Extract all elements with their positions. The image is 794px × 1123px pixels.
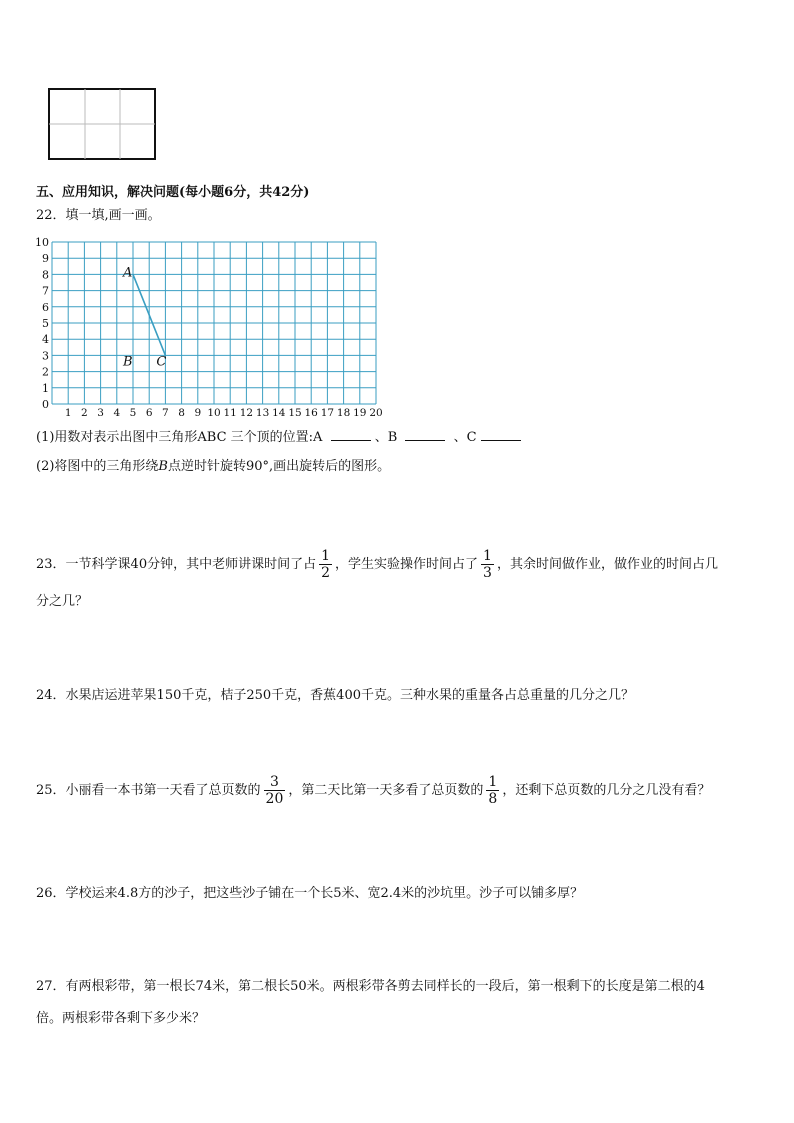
x-tick-label: 16 <box>304 407 318 419</box>
question-22-part2 <box>36 457 390 477</box>
question-27-line1: 27．有两根彩带，第一根长74米，第二根长50米。两根彩带各剪去同样长的一段后，第一根剩下的长度是第二根的4 <box>36 979 705 994</box>
question-22-label: 22．填一填,画一画。 <box>36 208 161 223</box>
small-grid-figure <box>48 88 156 160</box>
q23-fraction-2: $\frac{1}{3}$ <box>483 548 492 581</box>
part2-var: B <box>158 459 168 474</box>
q23-fraction-1: $\frac{1}{2}$ <box>321 548 331 581</box>
x-tick-label: 2 <box>81 407 88 419</box>
vertex-label-b: B <box>123 354 133 370</box>
x-tick-label: 19 <box>353 407 367 419</box>
answer-blank-c[interactable] <box>481 426 521 441</box>
part1-sep-b: 、B <box>374 430 398 445</box>
part1-sep-c: 、C <box>453 430 477 445</box>
q23-text-c: ，其余时间做作业，做作业的时间占几 <box>496 557 718 572</box>
y-tick-label: 9 <box>42 252 49 266</box>
question-23-line2: 分之几？ <box>36 594 89 609</box>
answer-blank-a[interactable] <box>331 426 371 441</box>
q23-text-a: 23．一节科学课40分钟，其中老师讲课时间了占 <box>36 557 317 572</box>
part1-text: (1)用数对表示出图中三角形ABC 三个顶的位置:A <box>36 430 323 445</box>
y-tick-label: 1 <box>42 381 49 395</box>
part2-pre: (2)将图中的三角形绕 <box>36 459 159 474</box>
y-tick-label: 0 <box>42 398 49 411</box>
y-tick-label: 8 <box>42 268 49 282</box>
coordinate-grid <box>30 234 383 419</box>
y-tick-label: 3 <box>42 349 49 363</box>
vertex-label-c: C <box>156 354 167 370</box>
question-24: 24．水果店运进苹果150千克，桔子250千克，香蕉400千克。三种水果的重量各占总重量的几分之几？ <box>36 688 634 703</box>
x-tick-label: 8 <box>178 407 185 419</box>
x-tick-label: 6 <box>145 407 153 419</box>
q25-text-b: ，第二天比第一天多看了总页数的 <box>288 783 484 798</box>
x-tick-label: 18 <box>336 407 351 419</box>
q25-text-a: 25．小丽看一本书第一天看了总页数的 <box>36 783 261 798</box>
y-tick-label: 10 <box>35 236 49 249</box>
y-tick-label: 7 <box>42 284 49 298</box>
x-tick-label: 11 <box>223 407 237 419</box>
x-tick-label: 1 <box>64 407 72 419</box>
q25-text-c: ，还剩下总页数的几分之几没有看？ <box>502 783 711 798</box>
x-tick-label: 12 <box>239 407 254 419</box>
part2-post: 点逆时针旋转90°,画出旋转后的图形。 <box>167 459 391 474</box>
x-tick-label: 17 <box>320 407 335 419</box>
question-25 <box>36 774 710 807</box>
x-tick-label: 13 <box>255 407 270 419</box>
question-22-part1 <box>36 426 521 448</box>
x-tick-label: 20 <box>369 407 383 419</box>
x-tick-label: 3 <box>97 407 104 419</box>
x-tick-label: 4 <box>113 407 121 419</box>
section-title: 五、应用知识，解决问题(每小题6分，共42分) <box>36 185 310 200</box>
y-tick-label: 5 <box>42 317 49 330</box>
y-tick-label: 4 <box>42 333 49 347</box>
q23-text-b: ，学生实验操作时间占了 <box>335 557 479 572</box>
vertex-label-a: A <box>123 265 133 281</box>
x-tick-label: 9 <box>194 407 202 419</box>
question-23 <box>36 548 718 581</box>
y-tick-label: 2 <box>42 365 49 379</box>
question-27-line2: 倍。两根彩带各剩下多少米？ <box>36 1011 206 1026</box>
q25-fraction-1: $\frac{3}{20}$ <box>265 774 284 807</box>
x-tick-label: 15 <box>288 407 302 419</box>
answer-blank-b[interactable] <box>405 426 445 441</box>
x-tick-label: 5 <box>129 407 137 419</box>
q25-fraction-2: $\frac{1}{8}$ <box>488 774 498 807</box>
x-tick-label: 7 <box>162 407 169 419</box>
y-tick-label: 6 <box>42 300 49 314</box>
x-tick-label: 10 <box>207 407 221 419</box>
question-26: 26．学校运来4.8方的沙子，把这些沙子铺在一个长5米、宽2.4米的沙坑里。沙子可以铺多厚？ <box>36 886 584 901</box>
x-tick-label: 14 <box>272 407 286 419</box>
